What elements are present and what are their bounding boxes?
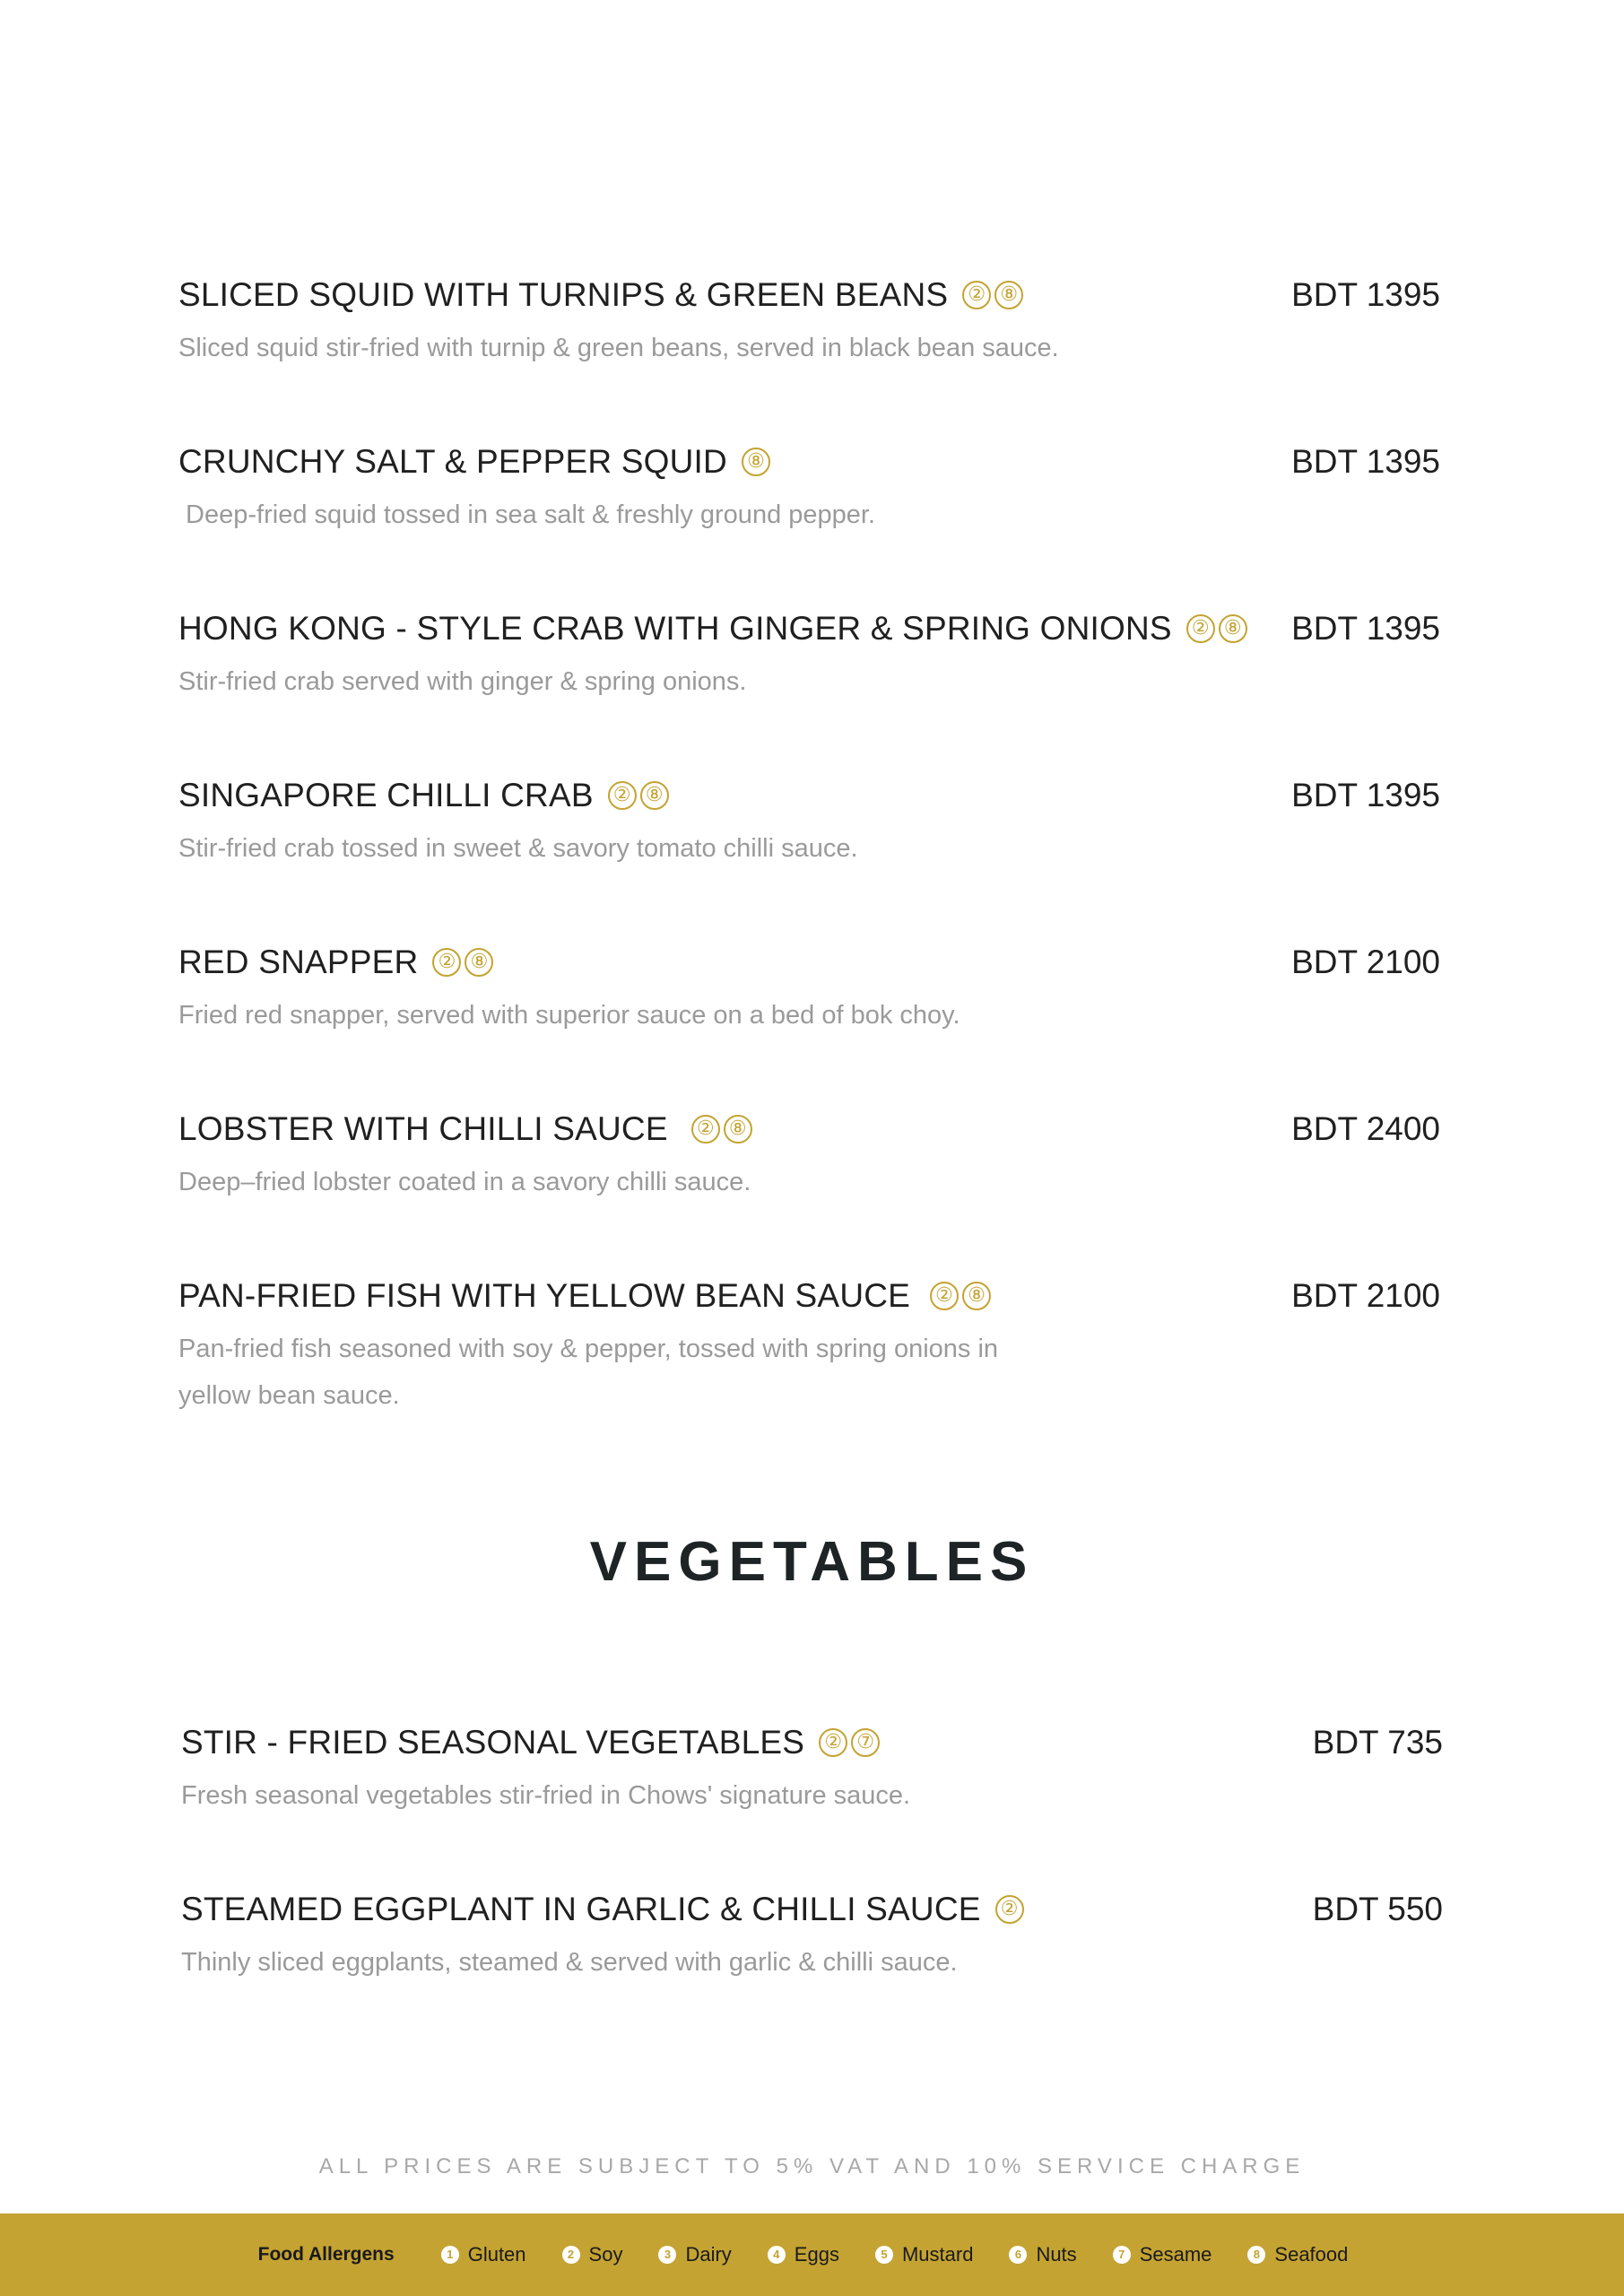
item-name: RED SNAPPER — [178, 944, 419, 980]
allergen-label: Soy — [588, 2243, 623, 2266]
allergen-seafood-icon: ⑧ — [1219, 614, 1247, 643]
item-name: SLICED SQUID WITH TURNIPS & GREEN BEANS — [178, 276, 949, 313]
allergen-legend-item — [1113, 2243, 1212, 2266]
menu-item — [178, 1109, 1440, 1205]
item-price: BDT 550 — [1312, 1891, 1443, 1927]
item-description: Stir-fried crab tossed in sweet & savory tomato chilli sauce. — [178, 834, 858, 863]
allergen-legend-item — [1009, 2243, 1076, 2266]
allergen-soy-icon: ② — [1186, 614, 1215, 643]
allergen-seafood-icon: ⑧ — [962, 1282, 991, 1310]
item-price: BDT 2100 — [1291, 944, 1440, 980]
allergen-seafood-icon: ⑧ — [994, 281, 1023, 309]
allergen-badges — [742, 448, 770, 476]
item-price: BDT 2100 — [1291, 1277, 1440, 1314]
allergen-badges — [608, 781, 669, 810]
item-description: Pan-fried fish seasoned with soy & pepper, tossed with spring onions in yellow bean sauce. — [178, 1335, 999, 1410]
menu-item — [178, 274, 1440, 371]
allergen-label: Dairy — [685, 2243, 732, 2266]
section-title-vegetables: VEGETABLES — [589, 1531, 1035, 1593]
item-name: LOBSTER WITH CHILLI SAUCE — [178, 1110, 668, 1147]
item-name: PAN-FRIED FISH WITH YELLOW BEAN SAUCE — [178, 1277, 911, 1314]
item-description: Stir-fried crab served with ginger & spring onions. — [178, 667, 747, 696]
item-price: BDT 1395 — [1291, 276, 1440, 313]
allergen-label: Sesame — [1139, 2243, 1212, 2266]
allergen-label: Mustard — [901, 2243, 974, 2266]
menu-item — [178, 942, 1440, 1039]
menu-item — [178, 1275, 1440, 1419]
item-description: Deep–fried lobster coated in a savory chilli sauce. — [178, 1168, 751, 1196]
allergen-number-icon: 7 — [1113, 2246, 1131, 2264]
allergen-label: Eggs — [794, 2243, 839, 2266]
allergen-legend-item — [658, 2243, 731, 2266]
item-description: Deep-fried squid tossed in sea salt & freshly ground pepper. — [178, 500, 876, 529]
item-price: BDT 1395 — [1291, 443, 1440, 480]
allergen-label: Seafood — [1274, 2243, 1349, 2266]
allergen-badges — [995, 1895, 1024, 1924]
menu-item — [181, 1722, 1443, 1819]
allergen-seafood-icon: ⑧ — [724, 1115, 752, 1144]
allergen-label: Gluten — [467, 2243, 526, 2266]
allergen-legend-bar — [0, 2213, 1624, 2296]
allergen-badges — [691, 1115, 752, 1144]
allergen-badges — [930, 1282, 991, 1310]
allergen-soy-icon: ② — [930, 1282, 959, 1310]
menu-item — [178, 608, 1440, 705]
item-price: BDT 1395 — [1291, 610, 1440, 647]
allergen-seafood-icon: ⑧ — [742, 448, 770, 476]
allergen-label: Nuts — [1036, 2243, 1077, 2266]
item-name: HONG KONG - STYLE CRAB WITH GINGER & SPRING ONIONS — [178, 610, 1172, 647]
allergen-badges — [432, 948, 493, 977]
allergen-soy-icon: ② — [819, 1728, 847, 1757]
allergen-number-icon: 3 — [658, 2246, 676, 2264]
allergen-number-icon: 5 — [875, 2246, 893, 2264]
allergen-badges — [962, 281, 1023, 309]
allergen-number-icon: 2 — [562, 2246, 580, 2264]
allergen-legend-item — [875, 2243, 973, 2266]
vat-note: ALL PRICES ARE SUBJECT TO 5% VAT AND 10% SERVICE CHARGE — [318, 2154, 1306, 2179]
allergen-number-icon: 1 — [441, 2246, 459, 2264]
allergen-legend-item — [562, 2243, 623, 2266]
item-description: Fried red snapper, served with superior sauce on a bed of bok choy. — [178, 1001, 960, 1030]
allergen-badges — [1186, 614, 1247, 643]
item-name: STIR - FRIED SEASONAL VEGETABLES — [181, 1724, 805, 1761]
menu-item — [178, 775, 1440, 872]
allergen-legend-title: Food Allergens — [257, 2244, 395, 2265]
item-name: STEAMED EGGPLANT IN GARLIC & CHILLI SAUCE — [181, 1891, 981, 1927]
allergen-legend-item — [768, 2243, 839, 2266]
menu-item — [178, 441, 1440, 538]
allergen-number-icon: 4 — [768, 2246, 786, 2264]
allergen-seafood-icon: ⑧ — [640, 781, 669, 810]
item-name: CRUNCHY SALT & PEPPER SQUID — [178, 443, 727, 480]
item-name: SINGAPORE CHILLI CRAB — [178, 777, 594, 813]
allergen-badges — [819, 1728, 880, 1757]
item-price: BDT 735 — [1312, 1724, 1443, 1761]
allergen-soy-icon: ② — [962, 281, 991, 309]
allergen-soy-icon: ② — [432, 948, 461, 977]
allergen-sesame-icon: ⑦ — [851, 1728, 880, 1757]
allergen-number-icon: 8 — [1247, 2246, 1265, 2264]
allergen-soy-icon: ② — [995, 1895, 1024, 1924]
allergen-number-icon: 6 — [1009, 2246, 1027, 2264]
item-description: Thinly sliced eggplants, steamed & served with garlic & chilli sauce. — [181, 1948, 958, 1977]
menu-item — [181, 1889, 1443, 1986]
allergen-soy-icon: ② — [608, 781, 637, 810]
item-price: BDT 1395 — [1291, 777, 1440, 813]
allergen-legend-item — [441, 2243, 526, 2266]
allergen-seafood-icon: ⑧ — [465, 948, 493, 977]
item-description: Sliced squid stir-fried with turnip & green beans, served in black bean sauce. — [178, 334, 1059, 362]
item-price: BDT 2400 — [1291, 1110, 1440, 1147]
allergen-legend-item — [1247, 2243, 1348, 2266]
item-description: Fresh seasonal vegetables stir-fried in Chows' signature sauce. — [181, 1781, 911, 1810]
allergen-soy-icon: ② — [691, 1115, 720, 1144]
